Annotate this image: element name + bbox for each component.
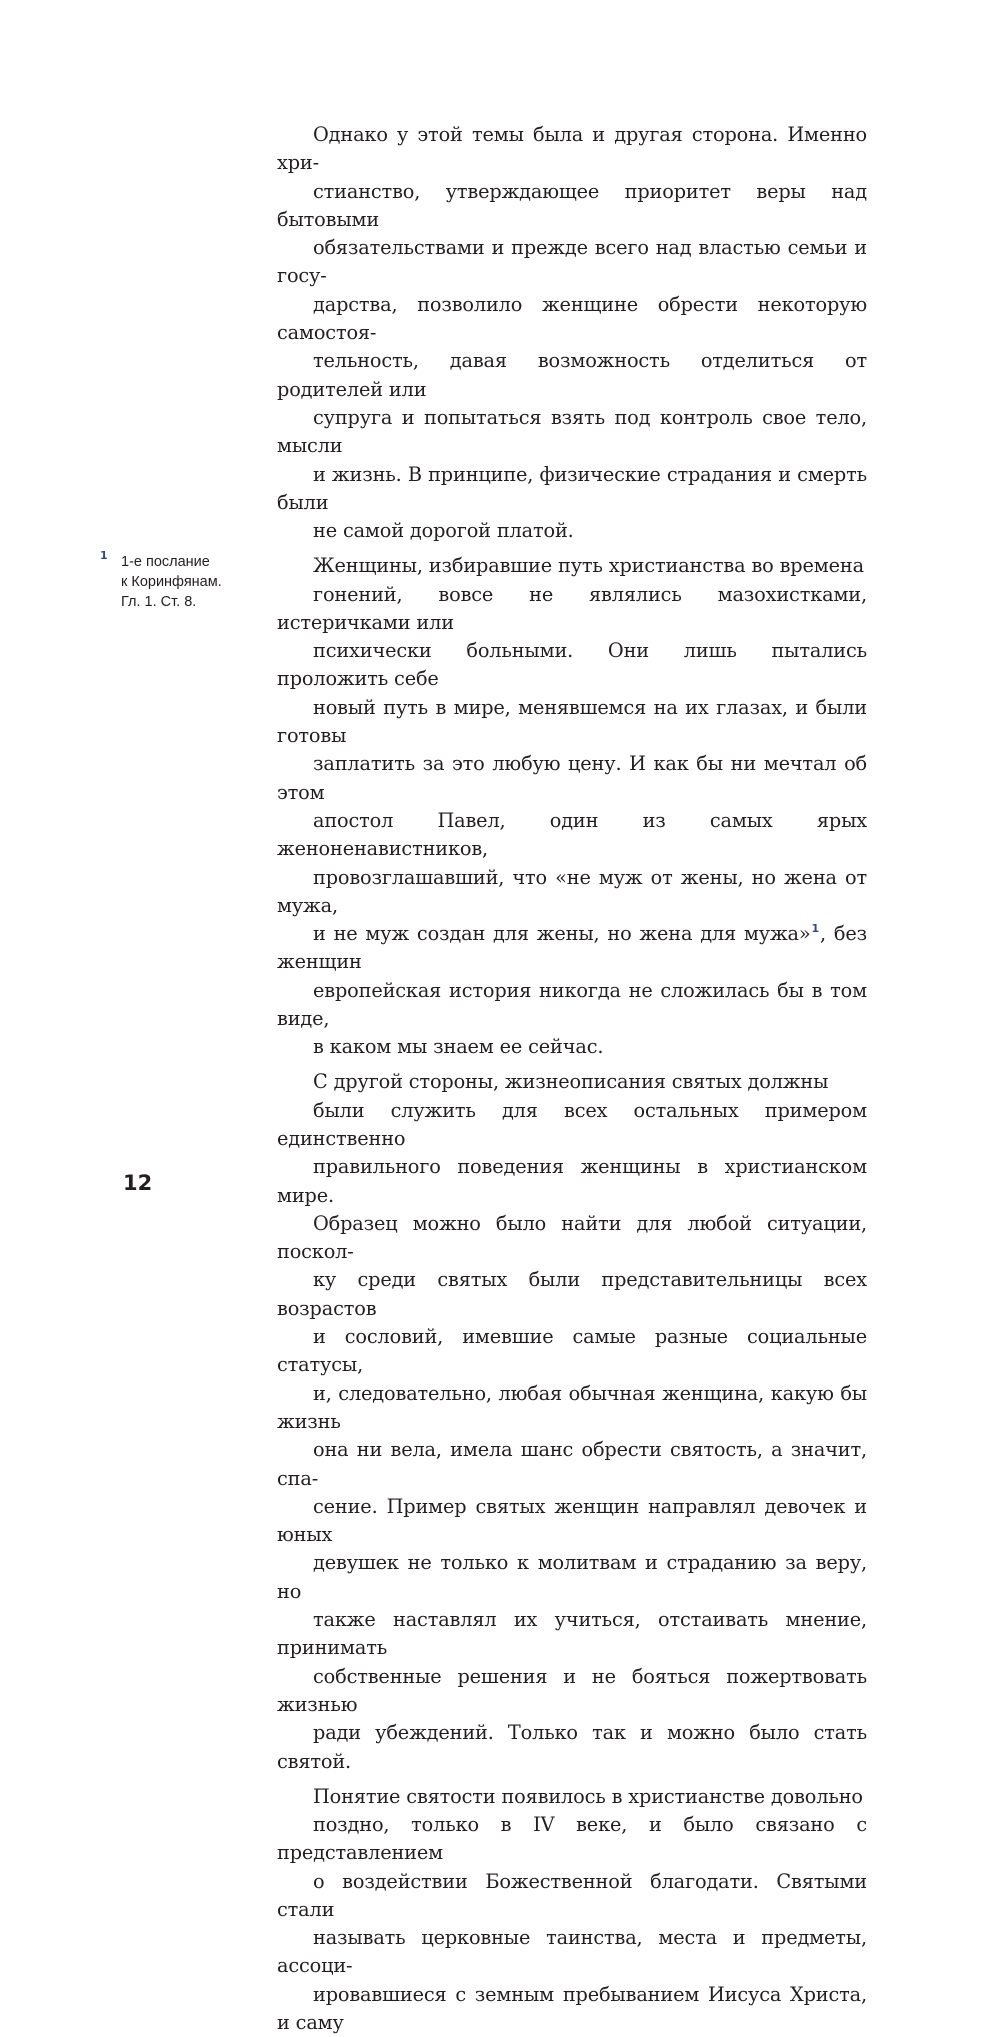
text-line: ради убеждений. Только так и можно было стать святой. [277,1721,867,1773]
text-line: дарства, позволило женщине обрести некоторую самостоя- [277,292,867,345]
paragraph-1 [277,121,867,545]
footnote-reference[interactable]: 1 [811,922,820,936]
text-line: тельность, давая возможность отделиться от родителей или [277,349,867,401]
text-fragment: , без женщин [277,922,867,974]
text-line: апостол Павел, один из самых ярых женоненавистников, [277,808,867,861]
paragraph-2 [277,552,867,1061]
text-line: и сословий, имевшие самые разные социальные статусы, [277,1325,867,1377]
text-line: европейская история никогда не сложилась бы в том виде, [277,978,867,1030]
footnote-marker: 1 [100,549,108,562]
text-line: Женщины, избиравшие путь христианства во времена [313,554,864,578]
text-line: психически больными. Они лишь пытались проложить себе [277,639,867,691]
paragraph-4 [277,1783,867,2037]
text-line: поздно, только в IV веке, и было связано с представлением [277,1812,867,1865]
text-line: новый путь в мире, менявшемся на их глазах, и были готовы [277,695,867,748]
text-line-with-footnote [277,920,867,977]
text-line: также наставлял их учиться, отстаивать мнение, принимать [277,1608,867,1660]
text-line: не самой дорогой платой. [313,519,574,543]
text-line: ку среди святых были представительницы всех возрастов [277,1268,867,1320]
text-fragment: и не муж создан для жены, но жена для мужа» [313,922,811,946]
text-line: Однако у этой темы была и другая сторона. Именно хри- [277,123,867,175]
footnote-line: к Коринфянам. [121,574,222,590]
page-number: 12 [123,1171,153,1195]
body-text [277,121,867,2037]
text-line: правильного поведения женщины в христианском мире. [277,1155,867,1207]
text-line: сение. Пример святых женщин направлял девочек и юных [277,1494,867,1547]
text-line: стианство, утверждающее приоритет веры над бытовыми [277,179,867,231]
footnote-line: Гл. 1. Ст. 8. [121,594,197,610]
text-line: в каком мы знаем ее сейчас. [313,1035,604,1059]
text-line: она ни вела, имела шанс обрести святость, а значит, спа- [277,1438,867,1490]
paragraph-3 [277,1068,867,1775]
text-line: о воздействии Божественной благодати. Святыми стали [277,1869,867,1921]
footnote-line: 1-е послание [121,554,210,570]
text-line: заплатить за это любую цену. И как бы ни мечтал об этом [277,752,867,804]
text-line: гонений, вовсе не являлись мазохистками, истеричками или [277,582,867,634]
text-line: были служить для всех остальных примером единственно [277,1098,867,1150]
text-line: супруга и попытаться взять под контроль свое тело, мысли [277,405,867,458]
text-line: собственные решения и не бояться пожертвовать жизнью [277,1664,867,1716]
text-line: провозглашавший, что «не муж от жены, но жена от мужа, [277,865,867,917]
text-line: Образец можно было найти для любой ситуации, поскол- [277,1211,867,1264]
text-line: ировавшиеся с земным пребыванием Иисуса Христа, и саму [277,1982,867,2034]
text-line: называть церковные таинства, места и предметы, ассоци- [277,1926,867,1978]
footnote-text [121,552,222,612]
text-line: обязательствами и прежде всего над властью семьи и госу- [277,236,867,288]
text-line: девушек не только к молитвам и страданию за веру, но [277,1551,867,1603]
text-line: и, следовательно, любая обычная женщина, какую бы жизнь [277,1381,867,1433]
text-line: Понятие святости появилось в христианстве довольно [313,1784,863,1808]
text-line: С другой стороны, жизнеописания святых должны [313,1070,829,1094]
text-line: и жизнь. В принципе, физические страдания и смерть были [277,462,867,514]
